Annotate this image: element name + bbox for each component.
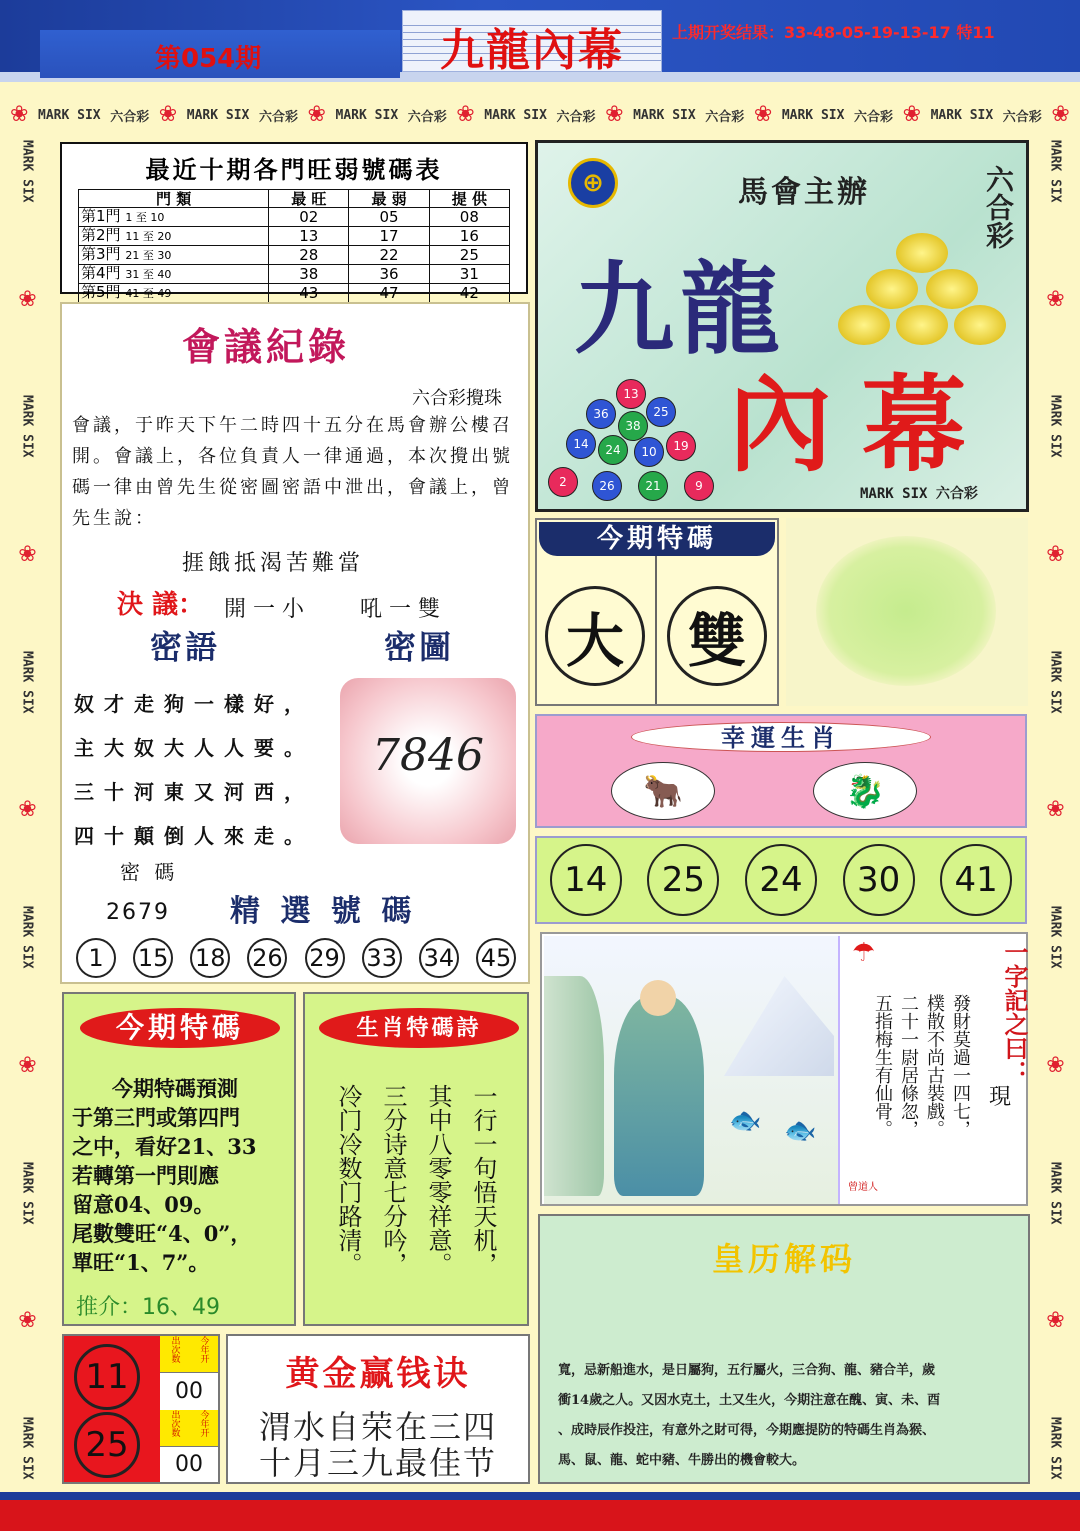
border-liuhecai: 六合彩 — [407, 109, 447, 125]
fish-icon: 🐟 — [729, 1106, 762, 1136]
flower-icon: ❀ — [15, 797, 40, 823]
last-result: 上期开奖结果：33-48-05-19-13-17 特11 — [672, 23, 995, 42]
sage-figure-icon — [614, 996, 704, 1196]
poem-line: 奴才走狗一樣好， — [74, 692, 314, 716]
border-marksix: MARK SIX — [19, 906, 35, 970]
border-marksix: MARK SIX — [19, 1417, 35, 1480]
mima-label: 密 碼 — [120, 860, 179, 884]
mitu-box — [340, 678, 516, 844]
gold-poem-title: 黄金赢钱诀 — [285, 1354, 471, 1394]
lottery-ball: 9 — [684, 471, 714, 501]
lottery-ball: 21 — [638, 471, 668, 501]
rainbow-icon: ☂ — [852, 938, 876, 968]
gold-side-label: 今年开 — [198, 1410, 209, 1437]
tigong-value: 31 — [429, 265, 509, 284]
gold-poem-line: 十月三九最佳节 — [258, 1444, 497, 1482]
special-code-title: 今期特碼 — [539, 522, 775, 556]
gold-side-labels — [160, 1336, 218, 1372]
meeting-title: 會議紀錄 — [182, 324, 351, 369]
gold-side-label: 出次数 — [169, 1410, 180, 1437]
yizi-poem-col: 樸散不尚古裝戲。 — [924, 994, 945, 1138]
wang-value: 43 — [269, 284, 349, 303]
sage-head-icon — [640, 980, 676, 1016]
forecast-line: 于第三門或第四門 — [72, 1105, 240, 1130]
flower-icon: ❀ — [10, 102, 29, 127]
gold-side-labels — [160, 1410, 218, 1446]
lottery-ball: 24 — [598, 435, 628, 465]
pick-ball: 33 — [362, 938, 402, 978]
men-label: 第5門 — [81, 283, 121, 301]
blur-panel — [786, 518, 1028, 706]
poem-line: 四十顛倒人來走。 — [74, 824, 314, 848]
col-header: 門 類 — [79, 190, 269, 208]
almanac-line: 、成時辰作投注，有意外之財可得，今期應提防的特碼生肖為猴、 — [558, 1423, 936, 1438]
gold-side-label: 今年开 — [198, 1336, 209, 1363]
border-marksix: MARK SIX — [1047, 140, 1063, 203]
poem-column: 冷门冷数门路清。 — [334, 1084, 362, 1276]
poem-line: 主大奴大人人要。 — [74, 736, 314, 760]
pick-ball: 1 — [76, 938, 116, 978]
wang-value: 28 — [269, 246, 349, 265]
flower-icon: ❀ — [158, 102, 178, 127]
wang-value: 13 — [269, 227, 349, 246]
border-liuhecai: 六合彩 — [705, 109, 745, 125]
forecast-line: 留意04、09。 — [72, 1192, 215, 1217]
border-liuhecai: 六合彩 — [556, 109, 596, 125]
dragon-icon: 🐉 — [813, 762, 917, 820]
gold-side-label: 出次数 — [169, 1336, 180, 1363]
host-label: 馬會主辦 — [738, 175, 870, 210]
forecast-title: 今期特碼 — [80, 1008, 280, 1048]
decision-a: 開 一 小 — [224, 597, 304, 622]
flower-icon: ❀ — [15, 1052, 40, 1078]
flower-icon: ❀ — [307, 102, 326, 127]
table-row — [79, 284, 510, 303]
border-marksix: MARK SIX — [186, 107, 250, 123]
ox-icon: 🐂 — [611, 762, 715, 820]
ruo-value: 17 — [349, 227, 429, 246]
lucky-zodiac-panel — [535, 714, 1027, 828]
border-marksix: MARK SIX — [19, 395, 35, 459]
number-ball: 30 — [843, 844, 915, 916]
almanac-line: 衝14歲之人。又因水克土，土又生火，今期注意在醜、寅、未、酉 — [558, 1393, 941, 1408]
page-title: 九龍內幕 — [440, 25, 624, 76]
flower-icon: ❀ — [1043, 542, 1068, 568]
border-marksix: MARK SIX — [781, 107, 845, 123]
border-marksix: MARK SIX — [1047, 1161, 1063, 1225]
men-range: 31 至 40 — [125, 268, 172, 281]
special-code-panel — [535, 518, 779, 706]
special-code-b: 雙 — [667, 586, 767, 686]
men-range: 21 至 30 — [125, 249, 172, 262]
rock-icon — [544, 976, 604, 1196]
pick-ball: 29 — [305, 938, 345, 978]
ruo-value: 47 — [349, 284, 429, 303]
forecast-line: 若轉第一門則應 — [72, 1163, 219, 1188]
logo-title-a: 九龍 — [574, 250, 786, 368]
wang-value: 02 — [269, 208, 349, 227]
lottery-balls-icon — [546, 371, 721, 511]
gold-poem-line: 渭水自荣在三四 — [258, 1408, 497, 1446]
border-marksix: MARK SIX — [19, 650, 35, 714]
gold-poem-panel — [226, 1334, 530, 1484]
miyu-label: 密語 — [150, 628, 221, 666]
jingxuan-label: 精 選 號 碼 — [230, 894, 417, 929]
gold-ingots-icon — [838, 233, 1008, 353]
poem-title: 生肖特碼詩 — [319, 1008, 519, 1048]
meeting-byline: 六合彩攪珠 — [412, 388, 502, 409]
forecast-tuijie: 推介：16、49 — [76, 1295, 220, 1320]
border-marksix: MARK SIX — [19, 140, 35, 203]
flower-icon: ❀ — [15, 1308, 40, 1334]
almanac-line: 馬、鼠、龍、蛇中豬、牛勝出的機會較大。 — [558, 1453, 806, 1468]
decision-label: 決 議： — [117, 590, 205, 620]
border-marksix: MARK SIX — [930, 107, 994, 123]
men-label: 第1門 — [81, 207, 121, 225]
tigong-value: 42 — [429, 284, 509, 303]
border-marksix: MARK SIX — [335, 107, 399, 123]
border-marksix: MARK SIX — [1047, 650, 1063, 714]
tigong-value: 08 — [429, 208, 509, 227]
men-table-title: 最近十期各門旺弱號碼表 — [145, 156, 443, 184]
poem-panel — [303, 992, 529, 1326]
mitu-label: 密圖 — [384, 628, 455, 666]
pick-ball: 26 — [247, 938, 287, 978]
mima-value: 2679 — [106, 900, 170, 925]
col-header: 最 旺 — [269, 190, 349, 208]
col-header: 提 供 — [429, 190, 509, 208]
pick-ball: 18 — [190, 938, 230, 978]
almanac-line: 寬，忌新船進水，是日屬狗，五行屬火，三合狗、龍、豬合羊，歲 — [558, 1363, 936, 1378]
table-row — [79, 265, 510, 284]
poem-column: 其中八零零祥意。 — [424, 1084, 452, 1276]
table-row — [79, 208, 510, 227]
hkjc-logo-icon: ⊕ — [568, 158, 618, 208]
meeting-panel — [60, 302, 530, 984]
meeting-line1: 捱餓抵渴苦難當 — [182, 551, 365, 576]
yizi-signature: 曾道人 — [848, 1182, 878, 1193]
lottery-ball: 10 — [634, 437, 664, 467]
poem-column: 一行一句悟天机， — [469, 1084, 497, 1276]
lottery-ball: 36 — [586, 399, 616, 429]
men-table-panel — [60, 142, 528, 302]
men-range: 1 至 10 — [125, 211, 165, 224]
flower-icon: ❀ — [1051, 102, 1070, 127]
left-border-strip — [12, 140, 42, 1480]
lottery-ball: 13 — [616, 379, 646, 409]
border-liuhecai: 六合彩 — [258, 109, 298, 125]
lottery-ball: 38 — [618, 411, 648, 441]
ruo-value: 36 — [349, 265, 429, 284]
table-row — [79, 227, 510, 246]
lottery-ball: 19 — [666, 431, 696, 461]
yizi-word: 現 — [989, 1085, 1012, 1110]
lottery-ball: 14 — [566, 429, 596, 459]
flower-icon: ❀ — [605, 102, 624, 127]
flower-icon: ❀ — [902, 102, 922, 127]
forecast-line: 尾數雙旺“4、0”， — [72, 1221, 252, 1246]
number-ball: 25 — [647, 844, 719, 916]
yizi-poem-col: 五指梅生有仙骨。 — [872, 994, 893, 1138]
flower-icon: ❀ — [1043, 797, 1068, 823]
border-liuhecai: 六合彩 — [110, 109, 150, 125]
logo-title-b: 內幕 — [728, 363, 997, 486]
footer-bar — [0, 1492, 1080, 1531]
gold-count: 00 — [160, 1372, 218, 1410]
liuhecai-label: 六合彩 — [982, 165, 1015, 249]
men-label: 第4門 — [81, 264, 121, 282]
forecast-line: 今期特碼預測 — [112, 1076, 238, 1101]
border-liuhecai: 六合彩 — [1002, 109, 1042, 125]
special-code-a: 大 — [545, 586, 645, 686]
forecast-line: 之中，看好21、33 — [72, 1134, 257, 1159]
number-ball: 24 — [745, 844, 817, 916]
pick-ball: 45 — [476, 938, 516, 978]
pick-ball: 34 — [419, 938, 459, 978]
men-range: 11 至 20 — [125, 230, 172, 243]
men-table — [78, 189, 510, 303]
poem-line: 三十河東又河西， — [74, 780, 314, 804]
lottery-ball: 25 — [646, 397, 676, 427]
tigong-value: 25 — [429, 246, 509, 265]
flower-icon: ❀ — [1043, 1308, 1068, 1334]
border-marksix: MARK SIX — [38, 107, 101, 123]
lottery-ball: 2 — [548, 467, 578, 497]
pick-ball: 15 — [133, 938, 173, 978]
top-border-strip — [10, 100, 1070, 130]
flower-icon: ❀ — [753, 102, 773, 127]
issue-number: 第054期 — [155, 44, 262, 74]
tigong-value: 16 — [429, 227, 509, 246]
numbers5-panel — [535, 836, 1027, 924]
flower-icon: ❀ — [456, 102, 475, 127]
yizi-poem-col: 二十一尉居條忽， — [898, 994, 919, 1138]
flower-icon: ❀ — [1043, 286, 1068, 312]
forecast-panel — [62, 992, 296, 1326]
ruo-value: 05 — [349, 208, 429, 227]
flower-icon: ❀ — [15, 286, 40, 312]
mountain-icon — [724, 976, 834, 1076]
gold-ball: 25 — [74, 1412, 140, 1478]
border-liuhecai: 六合彩 — [854, 109, 894, 125]
border-marksix: MARK SIX — [1047, 1417, 1063, 1480]
border-marksix: MARK SIX — [19, 1161, 35, 1225]
gold-balls-panel — [62, 1334, 220, 1484]
men-label: 第2門 — [81, 226, 121, 244]
border-marksix: MARK SIX — [633, 107, 696, 123]
border-marksix: MARK SIX — [484, 107, 547, 123]
almanac-title: 皇历解码 — [711, 1240, 856, 1278]
lottery-ball: 26 — [592, 471, 622, 501]
decision-b: 吼 一 雙 — [360, 597, 440, 622]
yizi-label: 一字記之曰： — [1000, 940, 1029, 1084]
logo-marksix: MARK SIX 六合彩 — [860, 486, 978, 502]
border-marksix: MARK SIX — [1047, 906, 1063, 970]
ruo-value: 22 — [349, 246, 429, 265]
table-row — [79, 246, 510, 265]
border-marksix: MARK SIX — [1047, 395, 1063, 459]
sage-illustration — [544, 936, 840, 1204]
right-border-strip — [1040, 140, 1070, 1480]
wang-value: 38 — [269, 265, 349, 284]
yizi-poem-col: 發財莫過一四七， — [950, 994, 971, 1138]
flower-icon: ❀ — [1043, 1052, 1068, 1078]
number-ball: 14 — [550, 844, 622, 916]
flower-icon: ❀ — [15, 542, 40, 568]
col-header: 最 弱 — [349, 190, 429, 208]
gold-count: 00 — [160, 1446, 218, 1482]
meeting-paragraph: 會議，于昨天下午二時四十五分在馬會辦公樓召開。會議上，各位負責人一律通過，本次攪出號碼一律由曾先生從密圖密語中泄出，會議上，曾先生說： — [72, 415, 513, 529]
mitu-handwriting: 7846 — [372, 730, 484, 781]
men-label: 第3門 — [81, 245, 121, 263]
poem-column: 三分诗意七分吟， — [379, 1084, 407, 1276]
picture-panel — [540, 932, 1028, 1206]
gold-ball: 11 — [74, 1344, 140, 1410]
almanac-panel — [538, 1214, 1030, 1484]
forecast-line: 單旺“1、7”。 — [72, 1250, 210, 1275]
jingxuan-balls — [76, 938, 516, 978]
men-range: 41 至 49 — [125, 287, 172, 300]
fish-icon: 🐟 — [784, 1116, 817, 1146]
number-ball: 41 — [940, 844, 1012, 916]
logo-panel — [535, 140, 1029, 512]
lucky-zodiac-title: 幸運生肖 — [631, 722, 931, 752]
